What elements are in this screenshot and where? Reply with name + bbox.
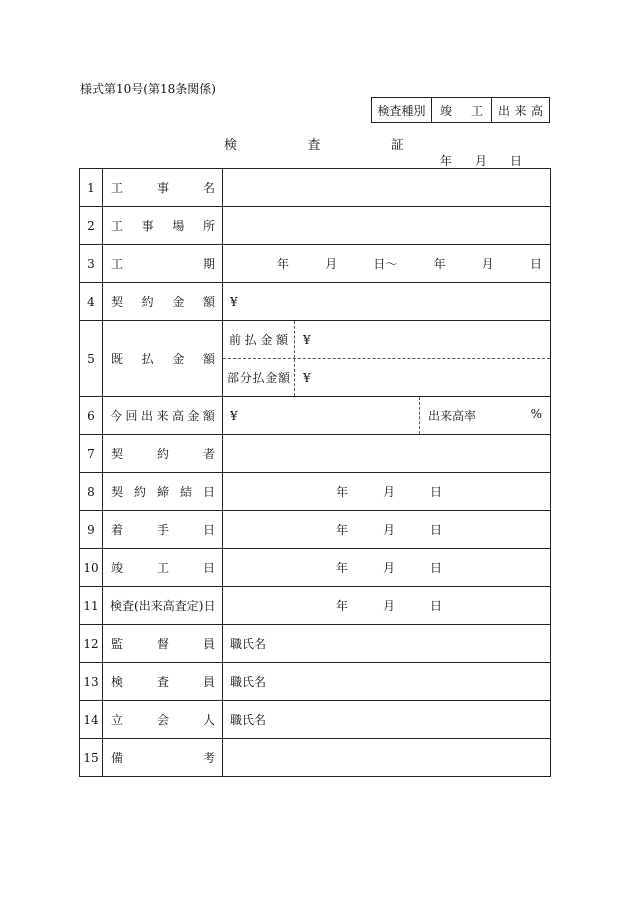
date-year: 年 (336, 523, 349, 537)
advance-payment-field[interactable] (223, 321, 551, 359)
label-char: 今 (110, 409, 123, 423)
date-day: 日 (430, 485, 443, 499)
label-char: 工 (156, 561, 169, 575)
label-char: 査 (156, 675, 169, 689)
label-char: 契 (111, 447, 124, 461)
contract-amount-field[interactable] (223, 283, 551, 321)
start-date-field[interactable] (223, 511, 551, 549)
date-month: 月 (383, 561, 396, 575)
table-row (80, 397, 551, 435)
label-char: 金 (265, 371, 278, 385)
row-label (103, 245, 223, 283)
label-char: 部 (227, 371, 240, 385)
label-char: (出 (134, 599, 151, 613)
row-number: 12 (80, 625, 103, 663)
char: 竣 (440, 103, 453, 118)
table-row (80, 587, 551, 625)
inspection-type-label: 検査種別 (372, 98, 432, 122)
period-text: 年 (433, 257, 446, 271)
label-char: 定) (186, 599, 204, 613)
label-char: 者 (202, 447, 215, 461)
row-number: 9 (80, 511, 103, 549)
row-label (103, 587, 223, 625)
table-row (80, 549, 551, 587)
label-char: 結 (179, 485, 192, 499)
row-number: 7 (80, 435, 103, 473)
table-row (80, 245, 551, 283)
row-number: 3 (80, 245, 103, 283)
label-char: 前 (229, 333, 242, 347)
date-month: 月 (383, 523, 396, 537)
label-char: 金 (187, 409, 200, 423)
label-char: 高 (162, 599, 175, 613)
row-label (103, 397, 223, 435)
label-char: 約 (141, 295, 154, 309)
label-char: 備 (111, 751, 124, 765)
label-char: 金 (260, 333, 273, 347)
yen-sign: ¥ (303, 332, 311, 347)
label-char: 高 (171, 409, 184, 423)
label-char: 事 (156, 181, 169, 195)
label-char: 額 (202, 409, 215, 423)
table-row (80, 739, 551, 777)
label-char: 査 (122, 599, 135, 613)
label-char: 日 (202, 485, 215, 499)
table-row (80, 625, 551, 663)
yen-sign: ¥ (230, 408, 238, 423)
period-text: 日 (529, 257, 542, 271)
label-char: 立 (111, 713, 124, 727)
row-label (103, 663, 223, 701)
label-char: 額 (202, 295, 215, 309)
label-char: 員 (202, 675, 215, 689)
title-name-label: 職氏名 (230, 713, 267, 727)
table-row (80, 435, 551, 473)
label-char: 日 (203, 599, 216, 613)
label-char: 着 (111, 523, 124, 537)
title-char: 証 (390, 138, 404, 153)
row-label (103, 739, 223, 777)
row-number: 1 (80, 169, 103, 207)
inspection-type-progress[interactable] (492, 98, 549, 122)
inspection-table (79, 168, 551, 777)
label-char: 出 (140, 409, 153, 423)
table-row (80, 473, 551, 511)
table-row (80, 511, 551, 549)
table-row (80, 283, 551, 321)
table-row (80, 321, 551, 359)
progress-amount-field[interactable] (223, 397, 551, 435)
period-text: 年 (277, 257, 290, 271)
row-number: 15 (80, 739, 103, 777)
page-title (224, 134, 404, 153)
project-name-field[interactable] (223, 169, 551, 207)
row-number: 13 (80, 663, 103, 701)
date-year: 年 (336, 599, 349, 613)
label-char: 契 (111, 485, 124, 499)
inspection-date-field[interactable] (223, 587, 551, 625)
title-char: 検 (224, 138, 238, 153)
char: 高 (530, 103, 543, 118)
period-text: 日〜 (373, 257, 398, 271)
char: 来 (514, 103, 527, 118)
date-year: 年 (336, 561, 349, 575)
label-char: 金 (172, 352, 185, 366)
advance-payment-label (223, 321, 295, 358)
date-year: 年 (336, 485, 349, 499)
period-text: 月 (481, 257, 494, 271)
title-name-label: 職氏名 (230, 675, 267, 689)
label-char: 払 (252, 371, 265, 385)
label-char: 金 (172, 295, 185, 309)
row-label (103, 625, 223, 663)
label-char: 督 (156, 637, 169, 651)
row-label (103, 207, 223, 245)
label-char: 額 (275, 333, 288, 347)
label-char: 査 (174, 599, 187, 613)
char: 工 (470, 103, 483, 118)
label-char: 日 (202, 561, 215, 575)
supervisor-field[interactable] (223, 625, 551, 663)
label-char: 監 (111, 637, 124, 651)
row-label (103, 511, 223, 549)
label-char: 考 (202, 751, 215, 765)
table-row (80, 663, 551, 701)
progress-rate-field[interactable] (420, 407, 550, 424)
date-month: 月 (383, 485, 396, 499)
date-day: 日 (509, 154, 522, 168)
row-label (103, 701, 223, 739)
title-char: 査 (307, 138, 321, 153)
date-day: 日 (430, 561, 443, 575)
date-day: 日 (430, 523, 443, 537)
project-location-field[interactable] (223, 207, 551, 245)
char: 出 (498, 103, 511, 118)
row-number: 8 (80, 473, 103, 511)
label-char: 契 (111, 295, 124, 309)
row-number: 6 (80, 397, 103, 435)
label-char: 既 (111, 352, 124, 366)
label-char: 工 (111, 219, 124, 233)
label-char: 来 (150, 599, 163, 613)
completion-date-field[interactable] (223, 549, 551, 587)
label-char: 約 (133, 485, 146, 499)
table-row (80, 169, 551, 207)
row-label (103, 169, 223, 207)
label-char: 竣 (111, 561, 124, 575)
label-char: 払 (244, 333, 257, 347)
inspector-field[interactable] (223, 663, 551, 701)
row-number: 10 (80, 549, 103, 587)
date-year: 年 (440, 154, 453, 168)
row-label (103, 283, 223, 321)
construction-period-field[interactable] (223, 245, 551, 283)
form-number: 様式第10号(第18条関係) (80, 82, 216, 96)
label-char: 検 (110, 599, 123, 613)
label-char: 場 (172, 219, 185, 233)
row-number: 4 (80, 283, 103, 321)
label-char: 所 (202, 219, 215, 233)
table-row (80, 207, 551, 245)
label-char: 人 (202, 713, 215, 727)
date-month: 月 (383, 599, 396, 613)
label-char: 額 (202, 352, 215, 366)
yen-sign: ¥ (303, 370, 311, 385)
label-char: 回 (125, 409, 138, 423)
row-label (103, 435, 223, 473)
witness-field[interactable] (223, 701, 551, 739)
partial-payment-field[interactable] (223, 359, 551, 397)
label-char: 工 (111, 181, 124, 195)
contractor-field[interactable] (223, 435, 551, 473)
partial-payment-label (223, 359, 295, 396)
label-char: 会 (156, 713, 169, 727)
period-text: 月 (325, 257, 338, 271)
row-number: 14 (80, 701, 103, 739)
progress-rate-label: 出来高率 (428, 409, 477, 423)
date-month: 月 (474, 154, 487, 168)
label-char: 員 (202, 637, 215, 651)
issue-date[interactable] (440, 152, 522, 169)
label-char: 払 (141, 352, 154, 366)
label-char: 事 (141, 219, 154, 233)
percent-sign: % (530, 407, 542, 421)
label-char: 約 (156, 447, 169, 461)
label-char: 手 (156, 523, 169, 537)
contract-date-field[interactable] (223, 473, 551, 511)
row-number: 5 (80, 321, 103, 397)
inspection-type-box (371, 97, 550, 123)
title-name-label: 職氏名 (230, 637, 267, 651)
date-day: 日 (430, 599, 443, 613)
row-number: 11 (80, 587, 103, 625)
yen-sign: ¥ (230, 294, 238, 309)
label-char: 額 (277, 371, 290, 385)
label-char: 締 (156, 485, 169, 499)
row-label (103, 321, 223, 397)
table-row (80, 701, 551, 739)
row-label (103, 473, 223, 511)
label-char: 期 (202, 257, 215, 271)
label-char: 名 (202, 181, 215, 195)
label-char: 分 (239, 371, 252, 385)
row-label (103, 549, 223, 587)
label-char: 来 (156, 409, 169, 423)
row-number: 2 (80, 207, 103, 245)
label-char: 検 (111, 675, 124, 689)
label-char: 工 (111, 257, 124, 271)
remarks-field[interactable] (223, 739, 551, 777)
label-char: 日 (202, 523, 215, 537)
inspection-type-completion[interactable] (432, 98, 492, 122)
